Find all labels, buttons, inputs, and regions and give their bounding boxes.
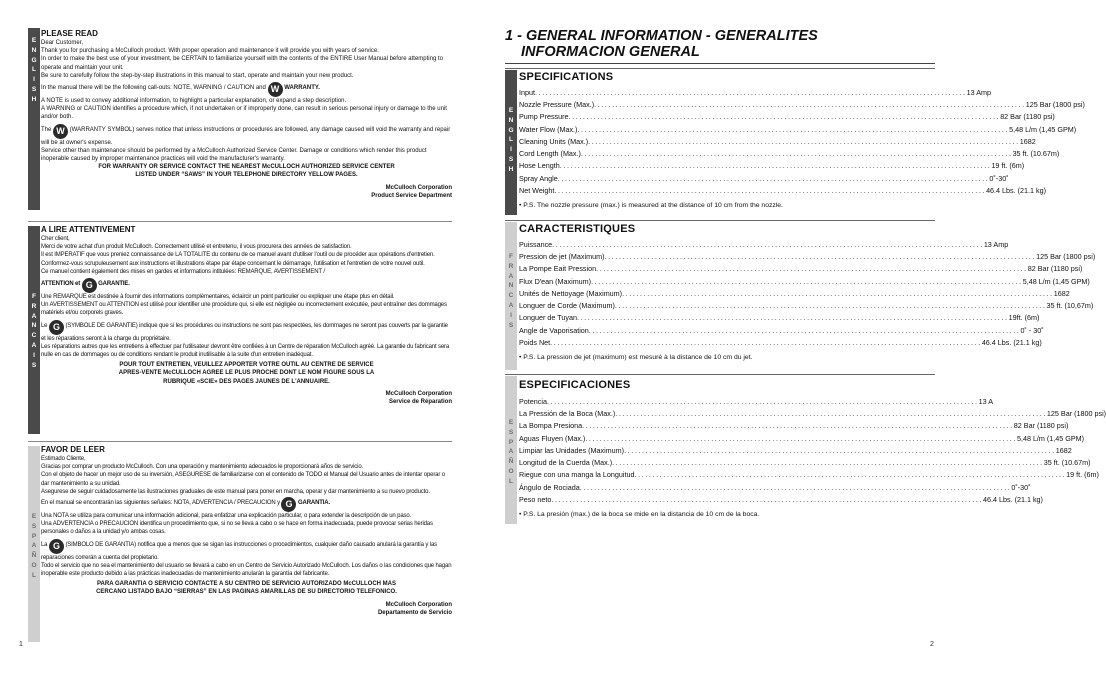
spec-value: 13 Amp (966, 87, 992, 97)
spec-row (519, 287, 1070, 299)
spec-value: 0˚ - 30˚ (1020, 325, 1044, 335)
spec-row (519, 324, 1044, 336)
french-p5: ATTENTION et (41, 281, 81, 288)
spec-label: Pump Pressure (519, 112, 569, 122)
dot-leader: ........................................................................................................................ (559, 161, 992, 171)
spec-row (519, 86, 992, 98)
tab-letter: L (32, 66, 36, 74)
spec-row (519, 263, 1083, 275)
warranty-symbol-icon: G (281, 497, 296, 512)
dot-leader: ........................................................................................................................ (577, 124, 1010, 134)
spec-value: 82 Bar (1180 psi) (1000, 112, 1055, 122)
french-p13: APRES-VENTE McCULLOCH AGREE LE PLUS PROCHE DONT LE NOM FIGURE SOUS LA (118, 370, 375, 377)
spec-label: La Pompe Eait Pression (519, 264, 597, 274)
spec-row (519, 336, 1042, 348)
spanish-p9: (SIMBOLO DE GARANTIA) notifica que a menos que se sigan las instrucciones o procedimientos, cualquier daño causado anulará la garantía y las reparaciones correrán a cuenta del propietario. (41, 541, 437, 561)
spec-label: Longuer de Tuyan (519, 313, 577, 323)
dot-leader: ........................................................................................................................ (604, 251, 1037, 261)
tab-letter: A (508, 301, 514, 309)
tab-letter: F (32, 293, 36, 300)
english-tab (28, 28, 40, 210)
french-warranty-para (41, 320, 452, 343)
dot-leader: ........................................................................................................................ (576, 313, 1009, 323)
tab-letter: H (508, 165, 514, 173)
spec-label: Potencia (519, 396, 547, 406)
spec-label: Ángulo de Rociada (519, 482, 580, 492)
spec-label: Angle de Vaporisation (519, 325, 589, 335)
spec-value: 5,48 L/m (1,45 GPM) (1009, 124, 1077, 134)
spec-row (519, 469, 1099, 481)
spec-label: Nozzle Pressure (Max.) (519, 99, 595, 109)
spanish-p13: McCulloch Corporation (385, 601, 452, 608)
warranty-symbol-icon: W (53, 124, 68, 139)
dot-leader: ........................................................................................................................ (579, 482, 1012, 492)
dot-leader: ........................................................................................................................ (588, 136, 1020, 146)
french-heading: A LIRE ATTENTIVEMENT (41, 225, 136, 234)
spec-label: Hose Length (519, 161, 560, 171)
french-p12: POUR TOUT ENTRETIEN, VEUILLEZ APPORTER VOTRE OUTIL AU CENTRE DE SERVICE (119, 362, 374, 369)
english-callouts (41, 82, 452, 97)
tab-letter: R (31, 302, 37, 310)
tab-letter: C (508, 292, 514, 300)
spec-row (519, 312, 1040, 324)
spanish-callouts (41, 497, 452, 512)
dot-leader: ........................................................................................................................ (551, 495, 984, 505)
page-title-line1: 1 - GENERAL INFORMATION - GENERALITES (505, 28, 818, 44)
spanish-p11: PARA GARANTIA O SERVICIO CONTACTE A SU CENTRO DE SERVICIO AUTORIZADO McCULLOCH MAS (96, 581, 396, 588)
english-p11: FOR WARRANTY OR SERVICE CONTACT THE NEAREST McCULLOCH AUTHORIZED SERVICE CENTER (98, 164, 395, 171)
dot-leader: ........................................................................................................................ (615, 408, 1047, 418)
page-title (505, 29, 935, 60)
spec-row (519, 238, 1009, 250)
english-warranty-para (41, 124, 452, 147)
tab-letter: E (508, 107, 514, 114)
spec-value: 19 ft. (6m) (1066, 470, 1099, 480)
tab-letter: L (509, 477, 513, 485)
tab-letter: P (31, 532, 37, 540)
especificaciones-rule (505, 374, 935, 375)
spec-label: Water Flow (Max.) (519, 124, 578, 134)
french-p2: Il est IMPERATIF que vous preniez connaissance de LA TOTALITE du contenu de ce manuel avant d'utiliser l'outil ou de procéder aux opérations d'entretien. (41, 252, 435, 259)
spanish-p1: Gracias por comprar un producto McCulloch. Con una operación y mantenimiento adecuados le proporcionará años de servicio. (41, 464, 364, 471)
tab-letter: N (31, 46, 37, 54)
spec-value: 35 ft. (10,67m) (1046, 301, 1094, 311)
specifications-heading: SPECIFICATIONS (519, 71, 614, 83)
spec-row (519, 98, 1085, 110)
spec-value: 13 Amp (983, 239, 1009, 249)
caracteristiques-rule (505, 220, 935, 221)
warranty-symbol-icon: G (82, 278, 97, 293)
especificaciones-list (519, 395, 1106, 506)
specifications-rule (505, 68, 935, 69)
spec-value: 19 ft. (6m) (991, 161, 1025, 171)
spec-label: Longuer de Corde (Maximum) (519, 301, 615, 311)
spanish-p4: En el manual se encontrarán las siguientes señales: NOTA, ADVERTENCIA / PRECAUCION y (41, 500, 280, 507)
spec-value: 19ft. (6m) (1008, 313, 1040, 323)
english-p4: In the manual there will be the following call-outs: NOTE, WARNING / CAUTION and (41, 85, 266, 92)
spec-value: 1682 (1055, 445, 1072, 455)
spanish-p0: Estimado Cliente, (41, 456, 86, 462)
spanish-tab (28, 446, 40, 642)
tab-letter: S (31, 361, 37, 369)
dot-leader: ........................................................................................................................ (580, 149, 1013, 159)
english-p10: Service other than maintenance should be performed by a McCulloch Authorized Service Center. Damage or conditions which render this product inoperable caused by improper maintenance practices will void the manufacturer's warranty. (41, 147, 427, 163)
spec-row (519, 275, 1090, 287)
spec-label: La Pressión de la Boca (Max.) (519, 408, 616, 418)
spec-row (519, 456, 1091, 468)
spec-label: Cleaning Units (Max.) (519, 136, 589, 146)
tab-letter: L (32, 571, 36, 579)
spec-label: Cord Length (Max.) (519, 149, 581, 159)
specifications-list (519, 86, 1085, 197)
tab-letter: I (33, 76, 35, 84)
french-p8: Un AVERTISSEMENT ou ATTENTION est utilisé pour identifier une procédure qui, si elle est négligée ou incorrectement exécutée, peut entraîner des dommages matériels et/ou corporels graves. (41, 302, 447, 317)
page-title-line2: INFORMACION GENERAL (521, 43, 700, 60)
tab-letter: O (31, 561, 37, 569)
caracteristiques-heading: CARACTERISTIQUES (519, 223, 636, 235)
tab-letter: E (508, 419, 514, 426)
spec-label: Poids Net (519, 338, 551, 348)
spec-value: 1682 (1019, 136, 1036, 146)
spec-row (519, 135, 1036, 147)
english-p6: A NOTE is used to convey additional information, to highlight a particular explanation, or expand a step description. (41, 98, 347, 105)
spec-label: Input (519, 87, 535, 97)
french-separator (28, 441, 452, 442)
french-p3: Conformez-vous scrupuleusement aux instructions et illustrations étape par étape concernant le démarrage, l'utilisation et l'entretien de votre nouvel outil. (41, 260, 425, 267)
spec-label: Pression de jet (Maximum) (519, 251, 605, 261)
spanish-p3: Asegurese de seguir cuidadosamente las ilustraciones graduales de este manual para poner en marcha, operar y dar mantenimiento a su nuevo producto. (41, 488, 430, 495)
dot-leader: ........................................................................................................................ (588, 325, 1021, 335)
spec-label: Unités de Nettoyage (Maximum) (519, 288, 623, 298)
french-p16: Service de Réparation (388, 399, 452, 406)
spec-value: 35 ft. (10.67m) (1012, 149, 1060, 159)
specifications-note: • P.S. The nozzle pressure (max.) is measured at the distance of 10 cm from the nozzle. (519, 202, 934, 209)
spanish-p10: Todo el servicio que no sea el mantenimiento del usuario se llevará a cabo en un Centro de Servicio Autorizado McCulloch. Los daños o las condiciones que hagan inoperable este producto debido a las prácticas inadecuadas de mantenimiento anularán la garantía del fabricante. (41, 562, 452, 578)
french-section (41, 225, 452, 406)
dot-leader: ........................................................................................................................ (557, 173, 990, 183)
tab-letter: Ñ (31, 552, 37, 560)
warranty-symbol-icon: W (268, 82, 283, 97)
spanish-p8: La (41, 541, 48, 548)
especificaciones-tab (505, 376, 517, 524)
spec-label: Riegue con una manga la Longuitud (519, 470, 635, 480)
tab-letter: H (31, 95, 37, 103)
spec-row (519, 172, 1009, 184)
tab-letter: A (508, 448, 514, 456)
dot-leader: ........................................................................................................................ (596, 264, 1028, 274)
dot-leader: ........................................................................................................................ (585, 433, 1017, 443)
french-p10: (SYMBOLE DE GARANTIE) indique que si les procédures ou instructions ne sont pas respectées, les dommages ne seront pas couverts par la garantie et les réparations seront à la charge du propriétaire. (41, 322, 448, 342)
spec-row (519, 299, 1094, 311)
tab-letter: A (31, 542, 37, 550)
french-p0: Cher client, (41, 236, 70, 242)
tab-letter: R (508, 262, 514, 270)
page-number-left: 1 (19, 641, 23, 648)
spec-value: 35 ft. (10.67m) (1043, 458, 1091, 468)
dot-leader: ........................................................................................................................ (535, 87, 967, 97)
specifications-tab (505, 70, 517, 215)
spec-label: Aguas Fluyen (Max.) (519, 433, 586, 443)
spec-label: Longitud de la Cuerda (Max.) (519, 458, 613, 468)
warranty-symbol-icon: G (49, 320, 64, 335)
spanish-p14: Departamento de Servicio (377, 609, 452, 616)
tab-letter: E (31, 37, 37, 44)
tab-letter: L (509, 136, 513, 144)
spanish-p12: CERCANO LISTADO BAJO “SIERRAS” EN LAS PAGINAS AMARILLAS DE SU DIRECTORIO TELEFONICO. (96, 589, 397, 596)
title-rule (505, 63, 935, 64)
french-p15: McCulloch Corporation (385, 390, 452, 397)
caracteristiques-note: • P.S. La pression de jet (maximum) est mesuré à la distance de 10 cm du jet. (519, 354, 934, 361)
dot-leader: ........................................................................................................................ (568, 112, 1001, 122)
spec-value: 82 Bar (1180 psi) (1013, 421, 1069, 431)
tab-letter: N (508, 282, 514, 290)
english-p14: Product Service Department (371, 192, 452, 199)
tab-letter: S (508, 428, 514, 436)
french-p9: Le (41, 322, 48, 329)
english-p5: WARRANTY. (284, 85, 320, 92)
spec-value: 125 Bar (1800 psi) (1036, 251, 1096, 261)
french-attention (41, 278, 452, 293)
tab-letter: I (510, 146, 512, 154)
spec-row (519, 444, 1072, 456)
tab-letter: Ñ (508, 458, 514, 466)
tab-letter: O (508, 467, 514, 475)
tab-letter: I (33, 351, 35, 359)
spec-row (519, 160, 1025, 172)
spec-label: La Bompa Presiona (519, 421, 583, 431)
spec-row (519, 111, 1055, 123)
dot-leader: ........................................................................................................................ (612, 458, 1044, 468)
french-p7: Une REMARQUE est destinée à fournir des informations complémentaires, éclaircir un point particulier ou expliquer une étape plus en détail. (41, 294, 395, 301)
spec-value: 46.4 Lbs. (21.1 kg) (981, 338, 1042, 348)
spanish-warranty-para (41, 539, 452, 562)
spec-label: Flux D'ean (Maximum) (519, 276, 592, 286)
tab-letter: G (508, 126, 514, 134)
tab-letter: F (509, 253, 513, 260)
french-p4: Ce manuel contient également des mises en gardes et informations intitulées: REMARQUE, AVERTISSEMENT / (41, 268, 325, 275)
spec-row (519, 407, 1106, 419)
tab-letter: G (31, 56, 37, 64)
spanish-p2: Con el objeto de hacer un mejor uso de su inversión, ASEGURESE de familiarizarse con el contenido de TODO el Manual del Usuario antes de intentar operar o dar mantenimiento a su unidad. (41, 472, 445, 487)
tab-letter: E (31, 513, 37, 520)
dot-leader: ........................................................................................................................ (550, 338, 982, 348)
spec-label: Peso neto (519, 495, 552, 505)
spec-row (519, 395, 994, 407)
english-p13: McCulloch Corporation (385, 184, 452, 191)
spec-value: 1682 (1053, 288, 1070, 298)
english-p12: LISTED UNDER “SAWS” IN YOUR TELEPHONE DIRECTORY YELLOW PAGES. (135, 172, 358, 179)
spec-row (519, 420, 1069, 432)
caracteristiques-list (519, 238, 1096, 349)
english-section (41, 29, 452, 200)
english-p0: Dear Customer, (41, 40, 84, 46)
english-p2: In order to make the best use of your investment, be CERTAIN to familiarize yourself with the contents of the ENTIRE User Manual before attempting to operate and maintain your unit. (41, 56, 443, 71)
spec-value: 46.4 Lbs. (21.1 kg) (986, 186, 1046, 196)
spanish-section (41, 445, 452, 617)
dot-leader: ........................................................................................................................ (634, 470, 1067, 480)
tab-letter: N (31, 322, 37, 330)
tab-letter: P (508, 438, 514, 446)
spanish-heading: FAVOR DE LEER (41, 445, 105, 454)
french-p14: RUBRIQUE «SCIE» DES PAGES JAUNES DE L'ANNUAIRE. (163, 378, 330, 385)
english-p1: Thank you for purchasing a McCulloch product. With proper operation and maintenance it will provide you with years of service. (41, 48, 379, 55)
spec-label: Puissance (519, 239, 553, 249)
spec-value: 5,48 L/m (1,45 GPM) (1016, 433, 1085, 443)
dot-leader: ........................................................................................................................ (614, 301, 1047, 311)
english-heading: PLEASE READ (41, 29, 98, 38)
spec-row (519, 493, 1043, 505)
english-p9: (WARRANTY SYMBOL) serves notice that unless instructions or procedures are followed, any damage caused will void the warranty and repair will be at owner's expense. (41, 126, 451, 146)
warranty-symbol-icon: G (49, 539, 64, 554)
french-p1: Merci de votre achat d'un produit McCulloch. Correctement utilisé et entretenu, il vous procurera des années de satisfaction. (41, 244, 352, 251)
tab-letter: C (31, 332, 37, 340)
tab-letter: A (31, 341, 37, 349)
dot-leader: ........................................................................................................................ (582, 421, 1014, 431)
french-p6: GARANTIE. (98, 281, 130, 288)
dot-leader: ........................................................................................................................ (591, 276, 1023, 286)
spec-row (519, 147, 1060, 159)
english-p8: The (41, 126, 52, 133)
spec-label: Limpiar las Unidades (Maximum) (519, 445, 625, 455)
tab-letter: A (508, 272, 514, 280)
dot-leader: ........................................................................................................................ (554, 186, 987, 196)
spec-label: Spray Angle (519, 173, 558, 183)
dot-leader: ........................................................................................................................ (546, 396, 979, 406)
spec-value: 46.4 Lbs. (21.1 kg) (983, 495, 1043, 505)
dot-leader: ........................................................................................................................ (624, 445, 1056, 455)
caracteristiques-tab (505, 222, 517, 370)
spec-row (519, 432, 1085, 444)
spec-value: 125 Bar (1800 psi) (1025, 99, 1085, 109)
spec-value: 82 Bar (1180 psi) (1027, 264, 1083, 274)
english-separator (28, 221, 452, 222)
especificaciones-note: • P.S. La presión (max.) de la boca se mide en la distancia de 10 cm de la boca. (519, 511, 934, 518)
spec-value: 13 A (978, 396, 994, 406)
tab-letter: S (31, 85, 37, 93)
tab-letter: I (510, 311, 512, 319)
tab-letter: S (508, 155, 514, 163)
tab-letter: A (31, 312, 37, 320)
spanish-p6: Una NOTA se utiliza para comunicar una información adicional, para enfatizar una explicación particular, o para extender la descripción de un paso. (41, 513, 412, 520)
english-p3: Be sure to carefully follow the step-by-step illustrations in this manual to start, operate and maintain your new product. (41, 72, 354, 79)
spanish-p5: GARANTIA. (298, 500, 330, 507)
spec-row (519, 481, 1031, 493)
french-p11: Les réparations autres que les entretiens à effectuer par l'utilisateur devront être confiées à un Centre de réparation McCulloch agréé. La garantie du fabricant sera nulle en cas de dommages ou de conditions rendant le produit inutilisable à la suite d'un entretien inadéquat. (41, 343, 450, 359)
page-number-right: 2 (930, 641, 934, 648)
french-tab (28, 226, 40, 434)
spec-row (519, 250, 1096, 262)
tab-letter: N (508, 116, 514, 124)
tab-letter: S (31, 522, 37, 530)
spanish-p7: Una ADVERTENCIA o PRECAUCION identifica un procedimiento que, si no se lleva a cabo o se hace en forma inadecuada, puede provocar serias heridas personales o daños a la unidad y/o ambas cosas. (41, 521, 433, 536)
spec-label: Net Weight (519, 186, 555, 196)
tab-letter: S (508, 321, 514, 329)
english-p7: A WARNING or CAUTION identifies a procedure which, if not undertaken or if improperly done, can result in serious personal injury or damage to the unit and/or both. (41, 106, 447, 121)
spec-value: 5,48 L/m (1,45 GPM) (1022, 276, 1090, 286)
dot-leader: ........................................................................................................................ (622, 288, 1054, 298)
dot-leader: ........................................................................................................................ (594, 99, 1026, 109)
spec-row (519, 123, 1077, 135)
dot-leader: ........................................................................................................................ (552, 239, 984, 249)
spec-row (519, 184, 1046, 196)
spec-value: 0˚-30˚ (989, 173, 1009, 183)
especificaciones-heading: ESPECIFICACIONES (519, 379, 631, 391)
left-page (0, 0, 477, 675)
spec-value: 125 Bar (1800 psi) (1046, 408, 1106, 418)
spec-value: 0˚-30˚ (1011, 482, 1031, 492)
